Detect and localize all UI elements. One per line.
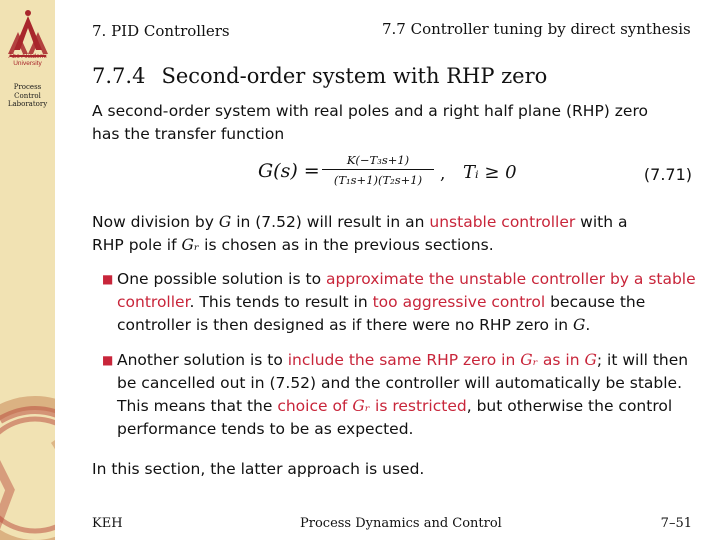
symbol-gr: Gᵣ bbox=[352, 397, 371, 415]
bullet1-text-c: because the controller is then designed as if there were no RHP zero in bbox=[117, 293, 646, 334]
para2-line2 bbox=[92, 234, 704, 257]
para2-text-a: Now division by bbox=[92, 213, 219, 231]
symbol-gr: Gᵣ bbox=[520, 351, 538, 369]
lab-name bbox=[0, 83, 55, 109]
formula-fraction bbox=[322, 153, 434, 187]
symbol-gr: Gᵣ bbox=[181, 236, 200, 254]
footer-course: Process Dynamics and Control bbox=[300, 516, 502, 531]
para2-line1 bbox=[92, 211, 704, 234]
highlight-restricted: is restricted bbox=[370, 397, 467, 415]
closing-sentence: In this section, the latter approach is used. bbox=[92, 460, 425, 478]
formula-condition: Tᵢ ≥ 0 bbox=[463, 162, 517, 183]
footer-author: KEH bbox=[92, 516, 123, 531]
equation-number: (7.71) bbox=[643, 165, 692, 184]
bullet2-text-b: ; it will then be cancelled out in (7.52) and the controller will automatically be stable. This means that the bbox=[117, 351, 689, 415]
page-title bbox=[92, 64, 547, 88]
symbol-g: G bbox=[218, 213, 232, 231]
bullet1-text-a: One possible solution is to bbox=[117, 270, 326, 288]
para2-text-b: in (7.52) will result in an bbox=[231, 213, 430, 231]
para2-text-c: with a bbox=[575, 213, 628, 231]
chapter-header: 7. PID Controllers bbox=[92, 22, 230, 40]
university-seal-watermark bbox=[0, 380, 55, 540]
section-title: Second-order system with RHP zero bbox=[161, 64, 548, 88]
bullet1-text-b: . This tends to result in bbox=[189, 293, 373, 311]
formula-separator: , bbox=[440, 164, 446, 184]
highlight-as-in: as in bbox=[537, 351, 585, 369]
highlight-aggressive-control: too aggressive control bbox=[372, 293, 546, 311]
section-number: 7.7.4 bbox=[92, 64, 146, 88]
paragraph-division bbox=[92, 211, 704, 257]
logo-text-line2: University bbox=[13, 60, 42, 67]
section-header: 7.7 Controller tuning by direct synthesis bbox=[382, 20, 691, 38]
logo-text-line1: Åbo Akademi bbox=[8, 53, 47, 60]
bullet-marker-icon: ■ bbox=[102, 272, 114, 286]
para2-text-e: is chosen as in the previous sections. bbox=[199, 236, 494, 254]
bullet-item-include-zero bbox=[102, 349, 702, 441]
bullet-item-approximate bbox=[102, 268, 702, 337]
highlight-unstable-controller: unstable controller bbox=[429, 213, 576, 231]
lab-name-line2: Control bbox=[14, 91, 41, 100]
sidebar bbox=[0, 0, 55, 540]
lab-name-line1: Process bbox=[13, 83, 42, 91]
para2-text-d: RHP pole if bbox=[92, 236, 182, 254]
footer-page-number: 7–51 bbox=[660, 516, 692, 531]
intro-line2: has the transfer function bbox=[92, 125, 285, 143]
intro-paragraph bbox=[92, 100, 704, 146]
highlight-choice-of: choice of bbox=[277, 397, 353, 415]
solution-bullet-list bbox=[102, 268, 702, 441]
bullet1-text-d: . bbox=[585, 316, 591, 334]
formula-numerator: K(−T₃s+1) bbox=[322, 153, 434, 170]
bullet-marker-icon: ■ bbox=[102, 353, 114, 367]
symbol-g: G bbox=[573, 316, 586, 334]
highlight-include-zero: include the same RHP zero in bbox=[287, 351, 521, 369]
symbol-g: G bbox=[584, 351, 597, 369]
intro-line1: A second-order system with real poles and a right half plane (RHP) zero bbox=[92, 102, 648, 120]
highlight-approximate: approximate the unstable controller by a stable controller bbox=[117, 270, 696, 311]
formula-lhs: G(s) = bbox=[258, 160, 320, 182]
lab-name-line3: Laboratory bbox=[7, 100, 48, 108]
formula-denominator: (T₁s+1)(T₂s+1) bbox=[333, 173, 423, 187]
bullet2-text-c: , but otherwise the control performance tends to be as expected. bbox=[117, 397, 673, 438]
bullet2-text-a: Another solution is to bbox=[117, 351, 288, 369]
